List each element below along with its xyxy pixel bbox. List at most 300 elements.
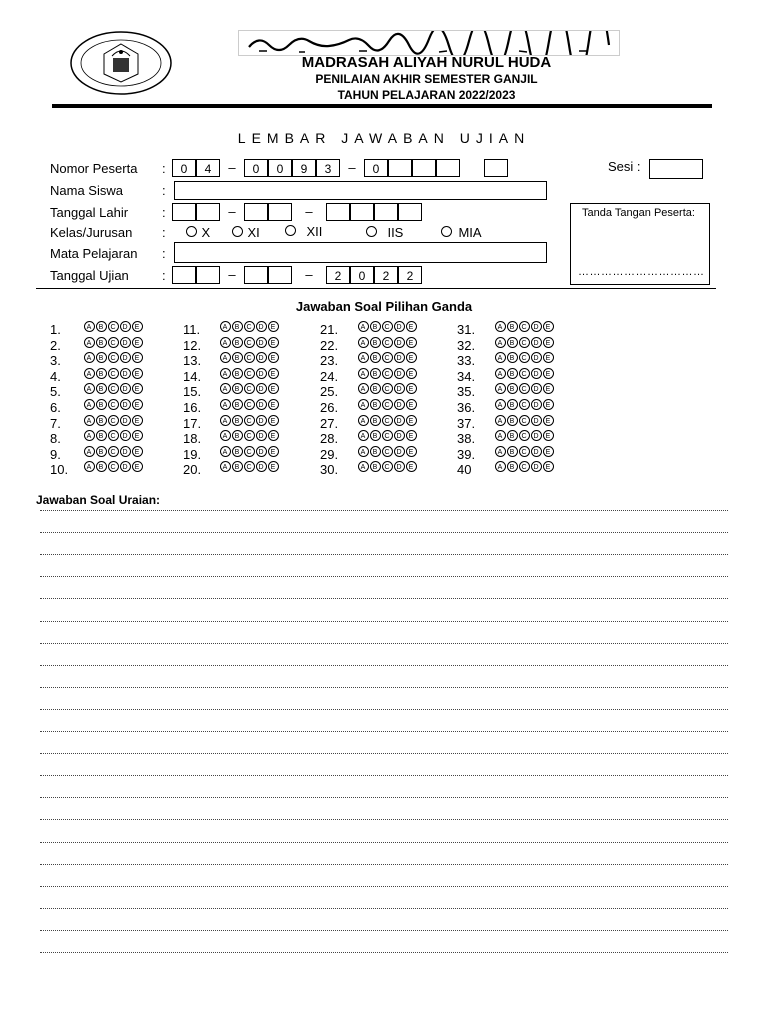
date-box[interactable] (398, 203, 422, 221)
option-bubble[interactable]: C (244, 430, 255, 441)
option-bubble[interactable]: C (519, 446, 530, 457)
option-bubble[interactable]: D (256, 415, 267, 426)
option-bubble[interactable]: B (507, 337, 518, 348)
option-bubble[interactable]: B (370, 368, 381, 379)
option-bubble[interactable]: B (96, 430, 107, 441)
option-bubble[interactable]: A (358, 352, 369, 363)
sesi-label: Sesi : (608, 159, 641, 174)
option-bubble[interactable]: D (120, 461, 131, 472)
option-bubble[interactable]: D (394, 321, 405, 332)
option-bubble[interactable]: E (543, 415, 554, 426)
colon: : (162, 225, 166, 240)
essay-answer-line[interactable] (40, 952, 728, 953)
option-bubble[interactable]: B (96, 383, 107, 394)
date-box[interactable] (172, 266, 196, 284)
option-bubble[interactable]: D (394, 446, 405, 457)
essay-answer-line[interactable] (40, 908, 728, 909)
option-bubble[interactable]: B (96, 446, 107, 457)
essay-answer-line[interactable] (40, 842, 728, 843)
essay-answer-line[interactable] (40, 930, 728, 931)
digit-box[interactable]: 9 (292, 159, 316, 177)
option-bubble[interactable]: B (96, 399, 107, 410)
option-bubble[interactable]: B (232, 446, 243, 457)
essay-answer-line[interactable] (40, 731, 728, 732)
option-bubble[interactable]: B (370, 337, 381, 348)
date-box[interactable] (268, 203, 292, 221)
option-bubble[interactable]: B (96, 368, 107, 379)
answer-options (358, 399, 417, 410)
essay-answer-line[interactable] (40, 643, 728, 644)
option-bubble[interactable]: B (370, 430, 381, 441)
option-bubble[interactable]: C (382, 430, 393, 441)
option-bubble[interactable]: A (84, 430, 95, 441)
option-bubble[interactable]: C (382, 368, 393, 379)
date-box[interactable] (350, 203, 374, 221)
option-bubble[interactable]: B (370, 415, 381, 426)
option-bubble[interactable]: A (220, 337, 231, 348)
option-bubble[interactable]: C (244, 446, 255, 457)
option-bubble[interactable]: D (531, 430, 542, 441)
option-bubble[interactable]: C (382, 337, 393, 348)
option-bubble[interactable]: E (543, 461, 554, 472)
option-bubble[interactable]: B (96, 321, 107, 332)
option-bubble[interactable]: C (382, 321, 393, 332)
option-bubble[interactable]: D (531, 446, 542, 457)
nama-siswa-field[interactable] (174, 181, 547, 200)
option-bubble[interactable]: D (531, 352, 542, 363)
option-bubble[interactable]: C (519, 321, 530, 332)
option-bubble[interactable]: E (406, 399, 417, 410)
option-bubble[interactable]: E (132, 321, 143, 332)
option-bubble[interactable]: C (108, 399, 119, 410)
essay-answer-line[interactable] (40, 598, 728, 599)
option-bubble[interactable]: B (232, 399, 243, 410)
digit-box[interactable] (484, 159, 508, 177)
option-bubble[interactable]: E (132, 337, 143, 348)
question-number: 32. (457, 337, 476, 353)
option-bubble[interactable]: B (232, 352, 243, 363)
option-bubble[interactable]: E (406, 461, 417, 472)
option-bubble[interactable]: B (507, 415, 518, 426)
academic-year: TAHUN PELAJARAN 2022/2023 (337, 88, 516, 102)
option-bubble[interactable]: D (531, 399, 542, 410)
option-bubble[interactable]: E (268, 399, 279, 410)
date-box[interactable] (244, 203, 268, 221)
option-bubble[interactable]: A (495, 446, 506, 457)
option-bubble[interactable]: D (256, 368, 267, 379)
option-bubble[interactable]: A (358, 321, 369, 332)
option-bubble[interactable]: D (531, 383, 542, 394)
option-bubble[interactable]: A (495, 352, 506, 363)
digit-box[interactable] (412, 159, 436, 177)
option-bubble[interactable]: B (232, 415, 243, 426)
option-bubble[interactable]: A (495, 461, 506, 472)
option-bubble[interactable]: C (382, 461, 393, 472)
option-bubble[interactable]: C (382, 446, 393, 457)
option-bubble[interactable]: C (244, 461, 255, 472)
option-bubble[interactable]: E (132, 446, 143, 457)
essay-answer-line[interactable] (40, 532, 728, 533)
option-bubble[interactable]: B (232, 368, 243, 379)
radio-circle[interactable] (186, 226, 197, 237)
answer-options (495, 399, 554, 410)
radio-circle[interactable] (232, 226, 243, 237)
option-bubble[interactable]: A (84, 352, 95, 363)
option-bubble[interactable]: C (519, 415, 530, 426)
option-bubble[interactable]: E (406, 383, 417, 394)
answer-options (84, 461, 143, 472)
essay-answer-line[interactable] (40, 886, 728, 887)
option-bubble[interactable]: E (132, 415, 143, 426)
option-bubble[interactable]: A (495, 399, 506, 410)
question-number: 12. (183, 337, 202, 353)
essay-answer-line[interactable] (40, 687, 728, 688)
option-bubble[interactable]: E (268, 368, 279, 379)
digit-box[interactable] (436, 159, 460, 177)
option-bubble[interactable]: D (256, 321, 267, 332)
option-bubble[interactable]: D (394, 368, 405, 379)
question-number: 29. (320, 446, 339, 462)
option-bubble[interactable]: C (244, 383, 255, 394)
option-bubble[interactable]: E (406, 352, 417, 363)
option-bubble[interactable]: B (232, 430, 243, 441)
option-bubble[interactable]: E (543, 399, 554, 410)
option-bubble[interactable]: B (232, 383, 243, 394)
option-bubble[interactable]: E (132, 352, 143, 363)
question-number: 13. (183, 353, 202, 369)
signature-line: …………………………… (578, 266, 705, 278)
tanggal-lahir-field[interactable] (172, 203, 422, 221)
option-bubble[interactable]: B (507, 461, 518, 472)
option-bubble[interactable]: B (507, 321, 518, 332)
option-bubble[interactable]: E (132, 368, 143, 379)
option-bubble[interactable]: E (406, 415, 417, 426)
option-bubble[interactable]: C (108, 430, 119, 441)
option-bubble[interactable]: B (507, 368, 518, 379)
year-digit-box[interactable]: 2 (398, 266, 422, 284)
option-bubble[interactable]: D (531, 415, 542, 426)
option-bubble[interactable]: C (108, 352, 119, 363)
mata-pelajaran-field[interactable] (174, 242, 547, 263)
answer-options (495, 352, 554, 363)
question-number: 19. (183, 446, 202, 462)
radio-circle[interactable] (285, 225, 296, 236)
option-bubble[interactable]: C (108, 446, 119, 457)
option-bubble[interactable]: E (543, 446, 554, 457)
option-bubble[interactable]: C (519, 337, 530, 348)
essay-answer-line[interactable] (40, 819, 728, 820)
option-bubble[interactable]: B (507, 383, 518, 394)
digit-box[interactable]: 3 (316, 159, 340, 177)
option-bubble[interactable]: B (96, 352, 107, 363)
option-bubble[interactable]: A (84, 399, 95, 410)
option-bubble[interactable]: D (120, 399, 131, 410)
option-bubble[interactable]: D (531, 368, 542, 379)
digit-box[interactable]: 0 (244, 159, 268, 177)
option-bubble[interactable]: E (543, 321, 554, 332)
option-bubble[interactable]: A (220, 399, 231, 410)
option-bubble[interactable]: D (256, 337, 267, 348)
option-bubble[interactable]: D (120, 368, 131, 379)
option-bubble[interactable]: E (268, 383, 279, 394)
option-bubble[interactable]: E (268, 446, 279, 457)
option-bubble[interactable]: C (244, 352, 255, 363)
option-bubble[interactable]: B (232, 461, 243, 472)
option-bubble[interactable]: D (120, 321, 131, 332)
option-bubble[interactable]: A (358, 399, 369, 410)
option-bubble[interactable]: C (244, 337, 255, 348)
kelas-option-x[interactable] (186, 224, 210, 242)
option-bubble[interactable]: A (84, 368, 95, 379)
option-bubble[interactable]: E (268, 321, 279, 332)
option-bubble[interactable]: A (495, 383, 506, 394)
option-bubble[interactable]: A (84, 461, 95, 472)
option-bubble[interactable]: B (96, 461, 107, 472)
essay-answer-line[interactable] (40, 797, 728, 798)
option-bubble[interactable]: C (382, 399, 393, 410)
kelas-option-xi[interactable] (232, 224, 260, 242)
option-bubble[interactable]: D (394, 352, 405, 363)
answer-options (84, 337, 143, 348)
kelas-option-label: XI (247, 225, 260, 240)
option-bubble[interactable]: B (370, 461, 381, 472)
kelas-option-label: IIS (387, 225, 404, 240)
question-number: 34. (457, 368, 476, 384)
option-bubble[interactable]: D (256, 383, 267, 394)
option-bubble[interactable]: C (519, 352, 530, 363)
date-box[interactable] (196, 203, 220, 221)
essay-answer-line[interactable] (40, 576, 728, 577)
option-bubble[interactable]: E (406, 368, 417, 379)
answer-options (495, 446, 554, 457)
option-bubble[interactable]: B (232, 321, 243, 332)
option-bubble[interactable]: A (84, 415, 95, 426)
option-bubble[interactable]: E (406, 321, 417, 332)
option-bubble[interactable]: D (531, 461, 542, 472)
question-number: 3. (50, 353, 61, 369)
option-bubble[interactable]: D (394, 430, 405, 441)
option-bubble[interactable]: D (256, 430, 267, 441)
option-bubble[interactable]: C (108, 337, 119, 348)
date-box[interactable] (172, 203, 196, 221)
option-bubble[interactable]: E (543, 430, 554, 441)
option-bubble[interactable]: C (382, 383, 393, 394)
question-number: 20. (183, 462, 202, 478)
option-bubble[interactable]: C (519, 383, 530, 394)
option-bubble[interactable]: E (406, 446, 417, 457)
dash: – (228, 160, 236, 175)
option-bubble[interactable]: B (232, 337, 243, 348)
option-bubble[interactable]: A (358, 383, 369, 394)
essay-answer-line[interactable] (40, 864, 728, 865)
option-bubble[interactable]: B (370, 352, 381, 363)
option-bubble[interactable]: C (519, 399, 530, 410)
dash: – (305, 267, 313, 282)
option-bubble[interactable]: D (394, 383, 405, 394)
year-digit-box[interactable]: 2 (326, 266, 350, 284)
option-bubble[interactable]: E (132, 383, 143, 394)
option-bubble[interactable]: D (120, 352, 131, 363)
option-bubble[interactable]: C (244, 368, 255, 379)
option-bubble[interactable]: A (358, 446, 369, 457)
option-bubble[interactable]: E (406, 430, 417, 441)
option-bubble[interactable]: E (543, 383, 554, 394)
date-box[interactable] (374, 203, 398, 221)
option-bubble[interactable]: D (531, 337, 542, 348)
date-box[interactable] (196, 266, 220, 284)
option-bubble[interactable]: E (268, 430, 279, 441)
option-bubble[interactable]: D (120, 415, 131, 426)
option-bubble[interactable]: A (220, 321, 231, 332)
answer-options (495, 368, 554, 379)
digit-box[interactable] (388, 159, 412, 177)
digit-box[interactable]: 0 (364, 159, 388, 177)
year-digit-box[interactable]: 2 (374, 266, 398, 284)
radio-circle[interactable] (366, 226, 377, 237)
answer-options (495, 415, 554, 426)
answer-options (220, 446, 279, 457)
option-bubble[interactable]: A (220, 383, 231, 394)
option-bubble[interactable]: D (394, 337, 405, 348)
option-bubble[interactable]: E (132, 399, 143, 410)
essay-answer-line[interactable] (40, 753, 728, 754)
sesi-box[interactable] (649, 159, 703, 179)
option-bubble[interactable]: C (244, 399, 255, 410)
option-bubble[interactable]: A (84, 337, 95, 348)
option-bubble[interactable]: C (108, 461, 119, 472)
kelas-option-xii[interactable] (285, 223, 322, 241)
option-bubble[interactable]: C (108, 383, 119, 394)
option-bubble[interactable]: B (507, 446, 518, 457)
answer-options (84, 430, 143, 441)
option-bubble[interactable]: C (108, 368, 119, 379)
option-bubble[interactable]: B (370, 383, 381, 394)
option-bubble[interactable]: A (84, 446, 95, 457)
colon: : (162, 183, 166, 198)
kelas-option-iis[interactable] (366, 224, 403, 242)
essay-answer-line[interactable] (40, 621, 728, 622)
year-digit-box[interactable]: 0 (350, 266, 374, 284)
kelas-option-mia[interactable] (441, 224, 482, 242)
option-bubble[interactable]: A (495, 368, 506, 379)
option-bubble[interactable]: E (268, 415, 279, 426)
option-bubble[interactable]: E (543, 352, 554, 363)
option-bubble[interactable]: E (543, 368, 554, 379)
option-bubble[interactable]: E (268, 337, 279, 348)
option-bubble[interactable]: A (358, 461, 369, 472)
option-bubble[interactable]: E (268, 461, 279, 472)
option-bubble[interactable]: E (132, 430, 143, 441)
digit-box[interactable]: 4 (196, 159, 220, 177)
option-bubble[interactable]: D (394, 461, 405, 472)
option-bubble[interactable]: D (120, 446, 131, 457)
option-bubble[interactable]: D (256, 352, 267, 363)
option-bubble[interactable]: E (268, 352, 279, 363)
option-bubble[interactable]: E (406, 337, 417, 348)
sheet-title: LEMBAR JAWABAN UJIAN (237, 130, 531, 146)
option-bubble[interactable]: B (370, 399, 381, 410)
option-bubble[interactable]: C (108, 321, 119, 332)
option-bubble[interactable]: B (507, 352, 518, 363)
option-bubble[interactable]: A (84, 383, 95, 394)
digit-box[interactable]: 0 (268, 159, 292, 177)
question-number: 17. (183, 415, 202, 431)
option-bubble[interactable]: B (507, 399, 518, 410)
option-bubble[interactable]: C (382, 415, 393, 426)
option-bubble[interactable]: C (244, 321, 255, 332)
option-bubble[interactable]: E (543, 337, 554, 348)
option-bubble[interactable]: A (220, 352, 231, 363)
option-bubble[interactable]: A (358, 368, 369, 379)
option-bubble[interactable]: D (531, 321, 542, 332)
option-bubble[interactable]: C (244, 415, 255, 426)
question-number: 15. (183, 384, 202, 400)
option-bubble[interactable]: E (132, 461, 143, 472)
essay-answer-line[interactable] (40, 510, 728, 511)
option-bubble[interactable]: A (358, 430, 369, 441)
option-bubble[interactable]: B (96, 337, 107, 348)
essay-answer-line[interactable] (40, 665, 728, 666)
option-bubble[interactable]: C (108, 415, 119, 426)
option-bubble[interactable]: B (370, 446, 381, 457)
option-bubble[interactable]: A (495, 430, 506, 441)
option-bubble[interactable]: D (256, 399, 267, 410)
option-bubble[interactable]: A (220, 415, 231, 426)
answer-options (84, 321, 143, 332)
option-bubble[interactable]: A (358, 337, 369, 348)
tanggal-ujian-label: Tanggal Ujian (50, 268, 129, 283)
option-bubble[interactable]: A (220, 368, 231, 379)
tanggal-ujian-field[interactable] (172, 266, 422, 284)
option-bubble[interactable]: D (120, 430, 131, 441)
date-box[interactable] (268, 266, 292, 284)
option-bubble[interactable]: B (370, 321, 381, 332)
option-bubble[interactable]: A (84, 321, 95, 332)
essay-answer-line[interactable] (40, 775, 728, 776)
option-bubble[interactable]: C (382, 352, 393, 363)
answer-options (220, 415, 279, 426)
option-bubble[interactable]: D (394, 415, 405, 426)
option-bubble[interactable]: C (519, 430, 530, 441)
option-bubble[interactable]: C (519, 368, 530, 379)
option-bubble[interactable]: D (256, 446, 267, 457)
option-bubble[interactable]: D (394, 399, 405, 410)
option-bubble[interactable]: A (495, 415, 506, 426)
answer-options (220, 430, 279, 441)
option-bubble[interactable]: B (96, 415, 107, 426)
option-bubble[interactable]: D (120, 383, 131, 394)
digit-box[interactable]: 0 (172, 159, 196, 177)
option-bubble[interactable]: A (220, 461, 231, 472)
radio-circle[interactable] (441, 226, 452, 237)
nomor-peserta-field[interactable] (172, 159, 508, 177)
option-bubble[interactable]: D (120, 337, 131, 348)
essay-answer-line[interactable] (40, 554, 728, 555)
date-box[interactable] (244, 266, 268, 284)
option-bubble[interactable]: B (507, 430, 518, 441)
kelas-option-label: X (201, 225, 211, 240)
answer-options (358, 368, 417, 379)
option-bubble[interactable]: A (495, 337, 506, 348)
option-bubble[interactable]: A (495, 321, 506, 332)
option-bubble[interactable]: A (220, 430, 231, 441)
option-bubble[interactable]: C (519, 461, 530, 472)
option-bubble[interactable]: A (358, 415, 369, 426)
option-bubble[interactable]: D (256, 461, 267, 472)
option-bubble[interactable]: A (220, 446, 231, 457)
essay-answer-line[interactable] (40, 709, 728, 710)
date-box[interactable] (326, 203, 350, 221)
